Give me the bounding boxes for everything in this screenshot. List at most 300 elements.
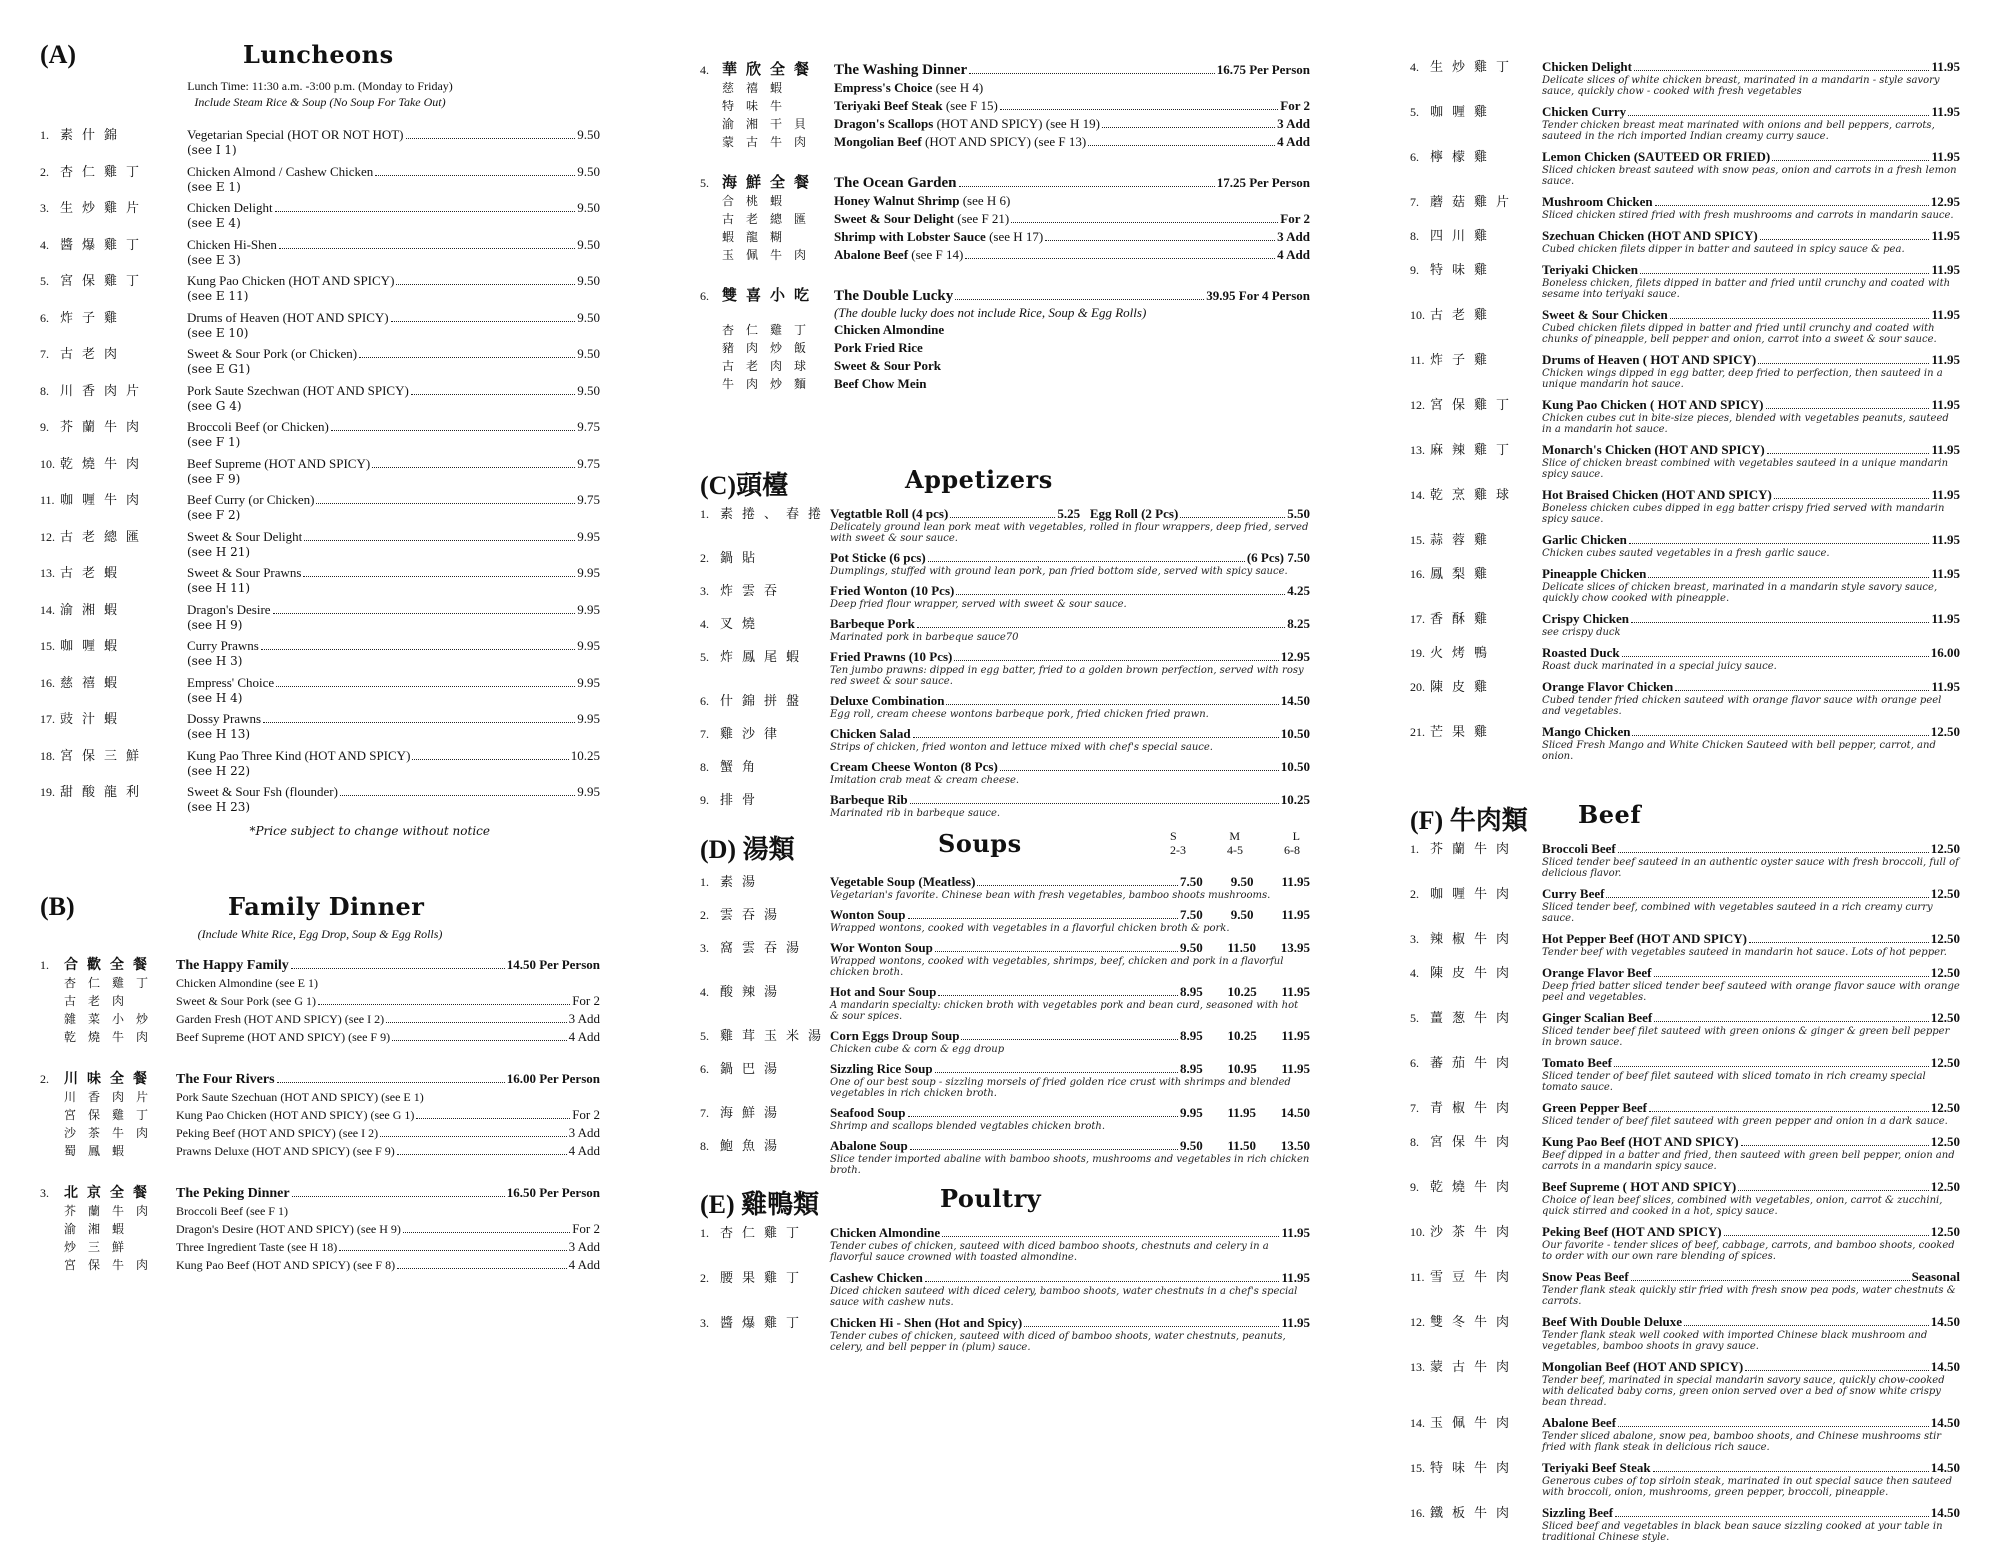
- item-reference: (see H 22): [187, 763, 251, 778]
- combo-name: The Peking Dinner: [176, 1185, 290, 1201]
- combo-number: 2.: [40, 1071, 49, 1086]
- leader-dots: [1000, 109, 1278, 110]
- leader-dots: [1738, 1190, 1929, 1191]
- item-description: Chicken wings dipped in egg batter, deep fried to perfection, then sauteed in a unique mandarin hot sauce.: [1542, 368, 1943, 390]
- leader-dots: [1766, 408, 1930, 409]
- sub-item-ref: (HOT AND SPICY) (see H 19): [936, 116, 1100, 131]
- item-name: Tomato Beef: [1542, 1055, 1612, 1070]
- item-reference: (see E 10): [187, 325, 249, 340]
- item-description: Tender sliced abalone, snow pea, bamboo shoots, and Chinese mushrooms stir fried with flank steak in delicious rich sauce.: [1542, 1431, 1942, 1453]
- appetizer-item: [700, 756, 1310, 786]
- sub-name: [834, 98, 998, 114]
- combo-sub-item: [40, 992, 600, 1010]
- section-letter: (A): [40, 40, 77, 69]
- item-name-group: [187, 127, 600, 143]
- item-reference: (see H 21): [187, 544, 251, 559]
- item-name-group: [187, 237, 600, 253]
- item-chinese-name: 腰果雞丁: [720, 1271, 809, 1286]
- item-chinese-name: 雞茸玉米湯: [720, 1029, 831, 1044]
- sub-item-name: Sweet & Sour Pork: [176, 993, 269, 1008]
- sub-price: For 2: [572, 992, 600, 1008]
- item-name-group: [187, 675, 600, 691]
- sub-item-ref: (HOT AND SPICY) (see F 9): [247, 1029, 391, 1044]
- poultry-item: [700, 1312, 1310, 1353]
- sub-name-group: [834, 80, 1310, 96]
- item-price: (6 Pcs) 7.50: [1246, 550, 1310, 565]
- item-reference: (see E G1): [187, 362, 251, 376]
- item-description: Tender cubes of chicken, sauteed with diced bamboo shoots, chestnuts and celery in a flavorful sauce crowned with toasted almondine.: [830, 1241, 1269, 1263]
- item-price: 14.50: [1930, 1359, 1960, 1374]
- sub-item-ref: (see G 1): [272, 993, 316, 1008]
- item-description: One of our best soup - sizzling morsels of fried golden rice crust with shrimps and blended vegetables in rich chicken broth.: [830, 1077, 1291, 1099]
- sub-item-name: Honey Walnut Shrimp: [834, 193, 960, 208]
- item-price: 12.50: [1930, 1010, 1960, 1025]
- item-line: [700, 756, 1310, 775]
- item-line: [1410, 56, 1960, 75]
- luncheon-item: [40, 745, 600, 782]
- item-number: 15.: [1410, 1461, 1425, 1475]
- combo-sub-item: [40, 1202, 600, 1220]
- size-price: 11.50: [1227, 1138, 1257, 1153]
- item-description: Chicken cube & corn & egg droup: [830, 1044, 1005, 1055]
- item-price: 9.95: [577, 711, 600, 726]
- beef-item: [1410, 1007, 1960, 1048]
- luncheon-item: [40, 635, 600, 672]
- item-name: Kung Pao Beef (HOT AND SPICY): [1542, 1134, 1739, 1149]
- item-chinese-name: 生炒雞丁: [1430, 60, 1519, 75]
- item-line: [700, 937, 1310, 956]
- leader-dots: [955, 299, 1204, 300]
- item-name-group: [830, 649, 1310, 665]
- item-name: Curry Beef: [1542, 886, 1605, 901]
- item-name: Beef Supreme (HOT AND SPICY): [187, 455, 371, 471]
- dinner-combo: [40, 954, 600, 1046]
- item-chinese-name: 四川雞: [1430, 229, 1497, 244]
- item-number: 1.: [40, 128, 49, 142]
- item-description: Sliced chicken breast sauteed with snow peas, onion and carrots in a fresh lemon sauce.: [1542, 165, 1957, 187]
- item-chinese-name: 檸檬雞: [1430, 150, 1497, 165]
- soups-header: [700, 829, 1310, 863]
- item-price: 12.50: [1930, 1179, 1960, 1194]
- item-number: 17.: [40, 712, 55, 726]
- beef-item: [1410, 1502, 1960, 1543]
- luncheon-item: [40, 453, 600, 490]
- item-name-group: [1542, 228, 1960, 244]
- sub-chinese-name: 炒三鮮: [64, 1239, 137, 1254]
- item-line: [40, 781, 600, 800]
- item-price: 11.95: [1281, 1315, 1310, 1330]
- beef-item: [1410, 838, 1960, 879]
- item-chinese-name: 宮保雞丁: [60, 274, 149, 289]
- leader-dots: [1000, 770, 1279, 771]
- item-name-group: [830, 1105, 1310, 1121]
- leader-dots: [1011, 222, 1278, 223]
- item-price: 9.50: [577, 346, 600, 361]
- leader-dots: [1622, 656, 1929, 657]
- item-reference: (see G 4): [187, 398, 242, 413]
- poultry-item: [1410, 191, 1960, 221]
- item-name: Empress' Choice: [187, 674, 275, 690]
- size-price: 11.95: [1281, 1061, 1310, 1076]
- leader-dots: [397, 1268, 566, 1269]
- sub-item-name: Mongolian Beef: [834, 134, 922, 149]
- item-line: [1410, 484, 1960, 503]
- item-line: [700, 981, 1310, 1000]
- item-name: Chicken Almondine: [830, 1225, 941, 1240]
- poultry-item: [1410, 529, 1960, 559]
- item-description: Beef dipped in a batter and fried, then sauteed with green bell pepper, onion and carrots in a mandarin spicy sauce.: [1542, 1150, 1955, 1172]
- item-line: [1410, 928, 1960, 947]
- item-price: 12.50: [1930, 886, 1960, 901]
- item-name: Broccoli Beef (or Chicken): [187, 419, 329, 434]
- leader-dots: [1654, 976, 1929, 977]
- item-price: 11.95: [1931, 307, 1960, 322]
- item-line: [1410, 962, 1960, 981]
- item-number: 10.: [40, 456, 55, 471]
- appetizer-item: [700, 547, 1310, 577]
- sub-price: For 2: [1280, 98, 1310, 113]
- item-chinese-name: 蒙古牛肉: [1430, 1360, 1519, 1375]
- beef-item: [1410, 1052, 1960, 1093]
- item-name: Curry Prawns: [187, 638, 259, 653]
- item-name: Hot Pepper Beef (HOT AND SPICY): [1542, 931, 1747, 946]
- item-description: Delicately ground lean pork meat with vegetables, rolled in flour wrappers, deep fried, served with sweet & sour sauce.: [830, 522, 1309, 544]
- sub-name: [176, 1222, 401, 1237]
- item-description: Deep fried flour wrapper, served with sweet & sour sauce.: [830, 599, 1127, 610]
- item-name: Dossy Prawns: [187, 711, 262, 726]
- combo-sub-item: [700, 321, 1310, 339]
- sub-price: 4 Add: [568, 1142, 600, 1158]
- item-chinese-name: 炸雲吞: [720, 584, 787, 599]
- sub-name-group: [834, 193, 1310, 209]
- combo-price: 17.25 Per Person: [1216, 175, 1310, 190]
- item-chinese-name: 陳皮雞: [1430, 680, 1497, 695]
- item-number: 8.: [40, 383, 49, 398]
- sub-item-ref: (see F 1): [245, 1203, 288, 1218]
- item-name-group: [1542, 724, 1960, 740]
- leader-dots: [1618, 852, 1929, 853]
- sub-chinese-name: 蒙古牛肉: [722, 135, 819, 149]
- size-price: 8.95: [1180, 1061, 1203, 1076]
- item-name: Kung Pao Chicken ( HOT AND SPICY): [1542, 397, 1764, 412]
- item-name: Wonton Soup: [830, 907, 906, 922]
- poultry-item: [1410, 304, 1960, 345]
- combo-note: (The double lucky does not include Rice, Soup & Egg Rolls): [834, 305, 1147, 320]
- item-name: Barbeque Pork: [830, 616, 915, 631]
- item-line: [1410, 676, 1960, 695]
- luncheon-item: [40, 234, 600, 271]
- item-description: Slice of chicken breast combined with vegetables sauteed in a unique mandarin spicy sauce.: [1542, 458, 1949, 480]
- sub-price: For 2: [1280, 211, 1310, 226]
- leader-dots: [1741, 1145, 1929, 1146]
- item-price: 12.50: [1930, 965, 1960, 980]
- item-name-group: [187, 200, 600, 216]
- item-description: Cubed chicken filets dipper in batter and sauteed in spicy sauce & pea.: [1542, 244, 1905, 255]
- leader-dots: [386, 1022, 566, 1023]
- item-number: 21.: [1410, 725, 1425, 739]
- item-line: [1410, 1412, 1960, 1431]
- item-name: Barbeque Rib: [830, 792, 908, 807]
- item-number: 3.: [700, 584, 709, 598]
- leader-dots: [340, 795, 575, 796]
- size-price: 7.50: [1180, 907, 1203, 922]
- sub-price: 4 Add: [1277, 247, 1310, 262]
- item-chinese-name: 素什錦: [60, 128, 127, 143]
- item-description: Egg roll, cream cheese wontons barbeque pork, fried chicken fried prawn.: [830, 709, 1209, 720]
- luncheon-item: [40, 197, 600, 234]
- item-line: [700, 871, 1310, 890]
- item-price: 14.50: [1280, 693, 1310, 708]
- sub-name: [176, 1012, 384, 1027]
- sub-name: [176, 1144, 395, 1159]
- item-prices: [1180, 940, 1310, 956]
- combo-number: 6.: [700, 289, 709, 303]
- item-number: 2.: [1410, 887, 1419, 901]
- item-description: Imitation crab meat & cream cheese.: [830, 775, 1020, 786]
- item-number: 8.: [1410, 1135, 1419, 1149]
- item-chinese-name: 芒果雞: [1430, 725, 1497, 740]
- leader-dots: [1670, 318, 1930, 319]
- leader-dots: [1655, 205, 1929, 206]
- item-chinese-name: 川香肉片: [60, 383, 149, 399]
- item-line: [1410, 529, 1960, 548]
- item-name: Crispy Chicken: [1542, 611, 1630, 626]
- sub-item-name: Dragon's Desire: [176, 1221, 254, 1236]
- item-chinese-name: 海鮮湯: [720, 1106, 787, 1121]
- beef-item: [1410, 1356, 1960, 1408]
- item-price: 10.25: [570, 747, 600, 763]
- item-number: 6.: [700, 694, 709, 708]
- size-l: L: [1292, 829, 1300, 843]
- item-description: Diced chicken sauteed with diced celery, bamboo shoots, water chestnuts in a chef's special sauce with cashew nuts.: [830, 1286, 1298, 1308]
- item-chinese-name: 薑葱牛肉: [1430, 1011, 1519, 1026]
- item-chinese-name: 杏仁雞丁: [720, 1226, 809, 1241]
- item-chinese-name: 蘑菇雞片: [1430, 195, 1519, 210]
- sub-chinese-name: 沙茶牛肉: [64, 1125, 161, 1140]
- item-chinese-name: 什錦拼盤: [720, 694, 809, 709]
- item-name: Mongolian Beef (HOT AND SPICY): [1542, 1359, 1744, 1374]
- leader-dots: [406, 138, 576, 139]
- item-description: Tender flank steak quickly stir fried with fresh snow pea pods, water chestnuts & carrots.: [1542, 1285, 1956, 1307]
- item-description: Vegetarian's favorite. Chinese bean with fresh vegetables, bamboo shoots mushrooms.: [830, 890, 1271, 901]
- item-prices: [1180, 984, 1310, 1000]
- item-name-group: [830, 693, 1310, 709]
- item-line: [40, 197, 600, 216]
- beef-item: [1410, 883, 1960, 924]
- leader-dots: [935, 951, 1178, 952]
- item-chinese-name: 杏仁雞丁: [60, 164, 149, 180]
- sub-chinese-name: 豬肉炒飯: [722, 341, 819, 355]
- sub-item-name: Dragon's Scallops: [834, 116, 934, 131]
- item-chinese-name: 素捲、春捲: [720, 507, 831, 522]
- leader-dots: [1745, 1370, 1928, 1371]
- item-line: [40, 380, 600, 399]
- sub-name-group: [834, 98, 1310, 114]
- item-name-group: [830, 1138, 1310, 1154]
- item-line: [1410, 1502, 1960, 1521]
- leader-dots: [318, 1004, 570, 1005]
- item-name: Hot Braised Chicken (HOT AND SPICY): [1542, 487, 1772, 502]
- appetizer-item: [700, 646, 1310, 687]
- size-price: 10.25: [1227, 984, 1257, 999]
- item-description: Chicken cubes cut in bite-size pieces, blended with vegetables peanuts, sauteed in a mandarin hot sauce.: [1542, 413, 1949, 435]
- leader-dots: [1634, 70, 1930, 71]
- item-name: Seafood Soup: [830, 1105, 906, 1120]
- combo-name: The Washing Dinner: [834, 62, 968, 78]
- item-name-group: [1542, 645, 1960, 661]
- beef-item: [1410, 1221, 1960, 1262]
- item-name: Pineapple Chicken: [1542, 566, 1647, 581]
- item-description: Slice tender imported abaline with bamboo shoots, mushrooms and vegetables in rich chicken broth.: [830, 1154, 1310, 1176]
- item-price: 9.75: [577, 492, 600, 507]
- item-line: [1410, 883, 1960, 902]
- item-line: [1410, 1221, 1960, 1240]
- item-price: 11.95: [1931, 352, 1960, 367]
- item-price: 9.50: [577, 200, 600, 215]
- combo-sub-item: [700, 97, 1310, 115]
- leader-dots: [938, 995, 1178, 996]
- item-number: 2.: [700, 908, 709, 922]
- appetizer-item: [700, 690, 1310, 720]
- item-chinese-name: 鮑魚湯: [720, 1139, 787, 1154]
- soup-item: [700, 981, 1310, 1022]
- beef-item: [1410, 1176, 1960, 1217]
- item-number: 3.: [700, 941, 709, 955]
- item-line: [40, 489, 600, 508]
- item-prices: [1180, 1105, 1310, 1121]
- leader-dots: [1631, 622, 1929, 623]
- combo-sub-item: [40, 1028, 600, 1046]
- item-name-group: [830, 907, 1310, 923]
- column-right: [1410, 56, 1960, 1547]
- sub-name: [176, 1030, 390, 1045]
- item-line: [700, 1267, 1310, 1286]
- leader-dots: [1180, 517, 1285, 518]
- item-description: Tender flank steak well cooked with imported Chinese black mushroom and vegetables, bamboo shoots in gravy sauce.: [1542, 1330, 1928, 1352]
- sub-name-group: [834, 340, 1310, 356]
- size-price: 9.50: [1230, 874, 1254, 889]
- item-name-group: [1542, 1505, 1960, 1521]
- item-reference: (see F 9): [187, 471, 241, 486]
- family-header: [40, 892, 600, 926]
- leader-dots: [1649, 1111, 1929, 1112]
- item-name: Drums of Heaven ( HOT AND SPICY): [1542, 352, 1757, 367]
- item-name: Deluxe Combination: [830, 693, 945, 708]
- item-line: [40, 453, 600, 472]
- combo-sub-item: [700, 79, 1310, 97]
- item-chinese-name: 咖喱牛肉: [1430, 887, 1519, 902]
- luncheon-item: [40, 781, 600, 818]
- item-name-group: [1542, 397, 1960, 413]
- soup-item: [700, 904, 1310, 934]
- item-number: 13.: [1410, 1360, 1425, 1374]
- item-number: 19.: [1410, 646, 1425, 660]
- section-letter: (C)頭檯: [700, 471, 789, 500]
- sub-chinese-name: 玉佩牛肉: [722, 248, 819, 262]
- sub-name: [834, 116, 1100, 132]
- sub-name-group: [176, 976, 600, 991]
- sub-chinese-name: 牛肉炒麵: [722, 377, 819, 391]
- item-chinese-name: 沙茶牛肉: [1430, 1225, 1519, 1240]
- item-chinese-name: 火烤鴨: [1430, 646, 1497, 661]
- leader-dots: [1615, 1516, 1929, 1517]
- sub-item-ref: (HOT AND SPICY) (see F 13): [925, 134, 1087, 149]
- sub-name-group: [176, 1011, 600, 1027]
- item-name: Hot and Sour Soup: [830, 984, 937, 999]
- item-price: 14.50: [1930, 1460, 1960, 1475]
- leader-dots: [1749, 942, 1929, 943]
- item-number: 3.: [40, 201, 49, 215]
- item-number: 13.: [1410, 443, 1425, 457]
- leader-dots: [956, 594, 1285, 595]
- item-description: Generous cubes of top sirloin steak, marinated in out special sauce then sauteed with broccoli, onion, mushrooms, green pepper, broccoli, pineapple.: [1542, 1476, 1953, 1498]
- size-m-people: 4-5: [1227, 843, 1243, 857]
- combo-price: 14.50 Per Person: [506, 956, 600, 972]
- item-chinese-name: 芥蘭牛肉: [1430, 842, 1519, 857]
- item-name: Mango Chicken: [1542, 724, 1631, 739]
- item-name: Drums of Heaven (HOT AND SPICY): [187, 309, 389, 325]
- item-number: 7.: [40, 347, 49, 361]
- leader-dots: [961, 1039, 1178, 1040]
- leader-dots: [279, 248, 575, 249]
- luncheon-item: [40, 124, 600, 161]
- item-price: 12.50: [1930, 1055, 1960, 1070]
- sub-name: [834, 80, 983, 96]
- item-chinese-name: 宮保三鮮: [60, 748, 149, 764]
- item-line: [700, 613, 1310, 632]
- item-name-group: [1542, 194, 1960, 210]
- beef-item: [1410, 1311, 1960, 1352]
- item-price: 14.50: [1930, 1505, 1960, 1520]
- item-description: Sliced tender of beef filet sauteed with sliced tomato in rich creamy special tomato sauce.: [1542, 1071, 1926, 1093]
- sub-name: [834, 340, 923, 356]
- item-price: 9.50: [577, 236, 600, 252]
- item-number: 15.: [40, 639, 55, 653]
- item-name: Chicken Delight: [1542, 59, 1632, 74]
- item-line: [1410, 1356, 1960, 1375]
- item-description: Deep fried batter sliced tender beef sauteed with orange flavor sauce with orange peel and vegetables.: [1542, 981, 1960, 1003]
- poultry-item: [700, 1222, 1310, 1263]
- item-line: [1410, 439, 1960, 458]
- combo-sub-item: [40, 1124, 600, 1142]
- item-line: [1410, 608, 1960, 627]
- section-letter: (F) 牛肉類: [1410, 806, 1528, 835]
- item-chinese-name: 辣椒牛肉: [1430, 932, 1519, 947]
- leader-dots: [1628, 115, 1929, 116]
- item-price: 16.00: [1930, 645, 1960, 660]
- sub-item-ref: (see F 21): [957, 211, 1010, 226]
- soup-item: [700, 871, 1310, 901]
- sub-name-group: [834, 376, 1310, 392]
- item-name: Teriyaki Beef Steak: [1542, 1460, 1651, 1475]
- leader-dots: [1648, 577, 1929, 578]
- item-number: 17.: [1410, 612, 1425, 626]
- item-number: 7.: [1410, 195, 1419, 209]
- item-name-group: [187, 383, 600, 399]
- leader-dots: [969, 73, 1215, 74]
- sub-item-ref: (HOT AND SPICY) (see I 2): [243, 1011, 385, 1026]
- item-number: 4.: [40, 237, 49, 252]
- item-line: [1410, 838, 1960, 857]
- leader-dots: [392, 1040, 566, 1041]
- item-name-group: [830, 1270, 1310, 1286]
- leader-dots: [303, 576, 575, 577]
- size-m: M: [1229, 829, 1240, 843]
- sub-item-name: Kung Pao Chicken: [176, 1107, 267, 1122]
- item-price: 12.50: [1930, 841, 1960, 856]
- item-chinese-name: 蟹角: [720, 760, 765, 775]
- sub-item-name: Garden Fresh: [176, 1011, 241, 1026]
